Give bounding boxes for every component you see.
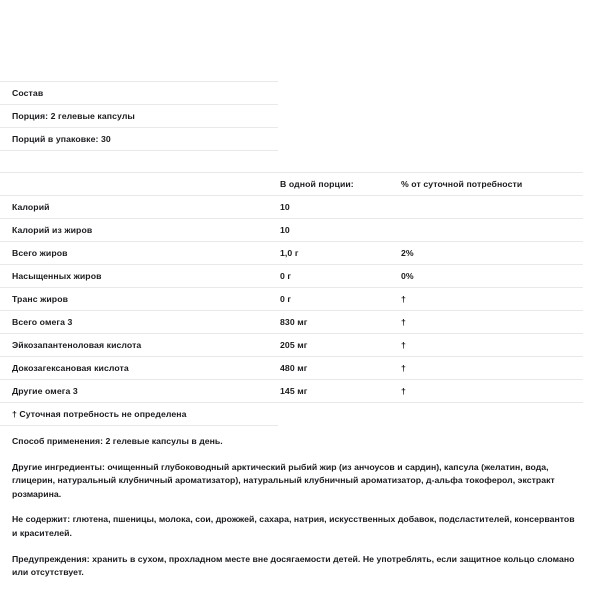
nutrient-daily-value [401,219,583,242]
supplement-facts-table [0,172,583,403]
nutrient-amount: 0 г [280,271,292,281]
table-row [0,196,583,219]
table-row [0,242,583,265]
nutrient-daily-value [401,196,583,219]
nutrient-amount: 830 мг [280,317,308,327]
nutrient-amount: 145 мг [280,386,308,396]
directions-paragraph: Способ применения: 2 гелевые капсулы в день. [12,436,223,446]
intro-row-composition: Состав [0,82,278,105]
nutrient-name: Эйкозапантеноловая кислота [12,340,142,350]
table-row [0,334,583,357]
nutrient-daily-value: 2% [401,248,414,258]
column-header-amount-per-serving: В одной порции: [280,179,354,189]
table-row [0,219,583,242]
nutrient-name: Всего жиров [12,248,68,258]
column-header-daily-value: % от суточной потребности [401,179,523,189]
free-of-paragraph: Не содержит: глютена, пшеницы, молока, сои, дрожжей, сахара, натрия, искусственных добавок, подсластителей, консервантов и красителей. [12,514,575,538]
table-row [0,311,583,334]
nutrient-daily-value: 0% [401,271,414,281]
table-row [0,288,583,311]
table-header-row [0,173,583,196]
table-row [0,357,583,380]
intro-row-serving-size: Порция: 2 гелевые капсулы [0,105,278,128]
nutrient-name: Всего омега 3 [12,317,73,327]
nutrient-amount: 10 [280,225,290,235]
nutrient-daily-value: † [401,386,406,396]
table-row [0,380,583,403]
nutrient-amount: 205 мг [280,340,308,350]
nutrient-amount: 10 [280,202,290,212]
nutrient-amount: 0 г [280,294,292,304]
nutrient-name: Калорий [12,202,50,212]
label-body-text [0,435,575,580]
table-row [0,265,583,288]
nutrient-amount: 1,0 г [280,248,299,258]
supplement-intro-block [0,81,278,151]
column-header-nutrient [0,173,280,196]
nutrient-daily-value: † [401,340,406,350]
nutrient-name: Насыщенных жиров [12,271,102,281]
nutrient-daily-value: † [401,363,406,373]
nutrient-daily-value: † [401,294,406,304]
nutrient-daily-value: † [401,317,406,327]
footnote-block [0,403,278,426]
daily-value-footnote: † Суточная потребность не определена [0,403,278,426]
nutrient-name: Калорий из жиров [12,225,93,235]
nutrient-amount: 480 мг [280,363,308,373]
intro-row-servings-per-container: Порций в упаковке: 30 [0,128,278,151]
other-ingredients-paragraph: Другие ингредиенты: очищенный глубоководный арктический рыбий жир (из анчоусов и сардин), капсула (желатин, вода, глицерин, натуральный клубничный ароматизатор), натуральный клубничный ароматизатор, д-альфа токоферол, экстракт розмарина. [12,461,555,499]
nutrient-name: Другие омега 3 [12,386,78,396]
nutrient-name: Транс жиров [12,294,69,304]
nutrient-name: Докозагексановая кислота [12,363,129,373]
warnings-paragraph: Предупреждения: хранить в сухом, прохладном месте вне досягаемости детей. Не употреблять, если защитное кольцо сломано или отсутствует. [12,553,575,578]
